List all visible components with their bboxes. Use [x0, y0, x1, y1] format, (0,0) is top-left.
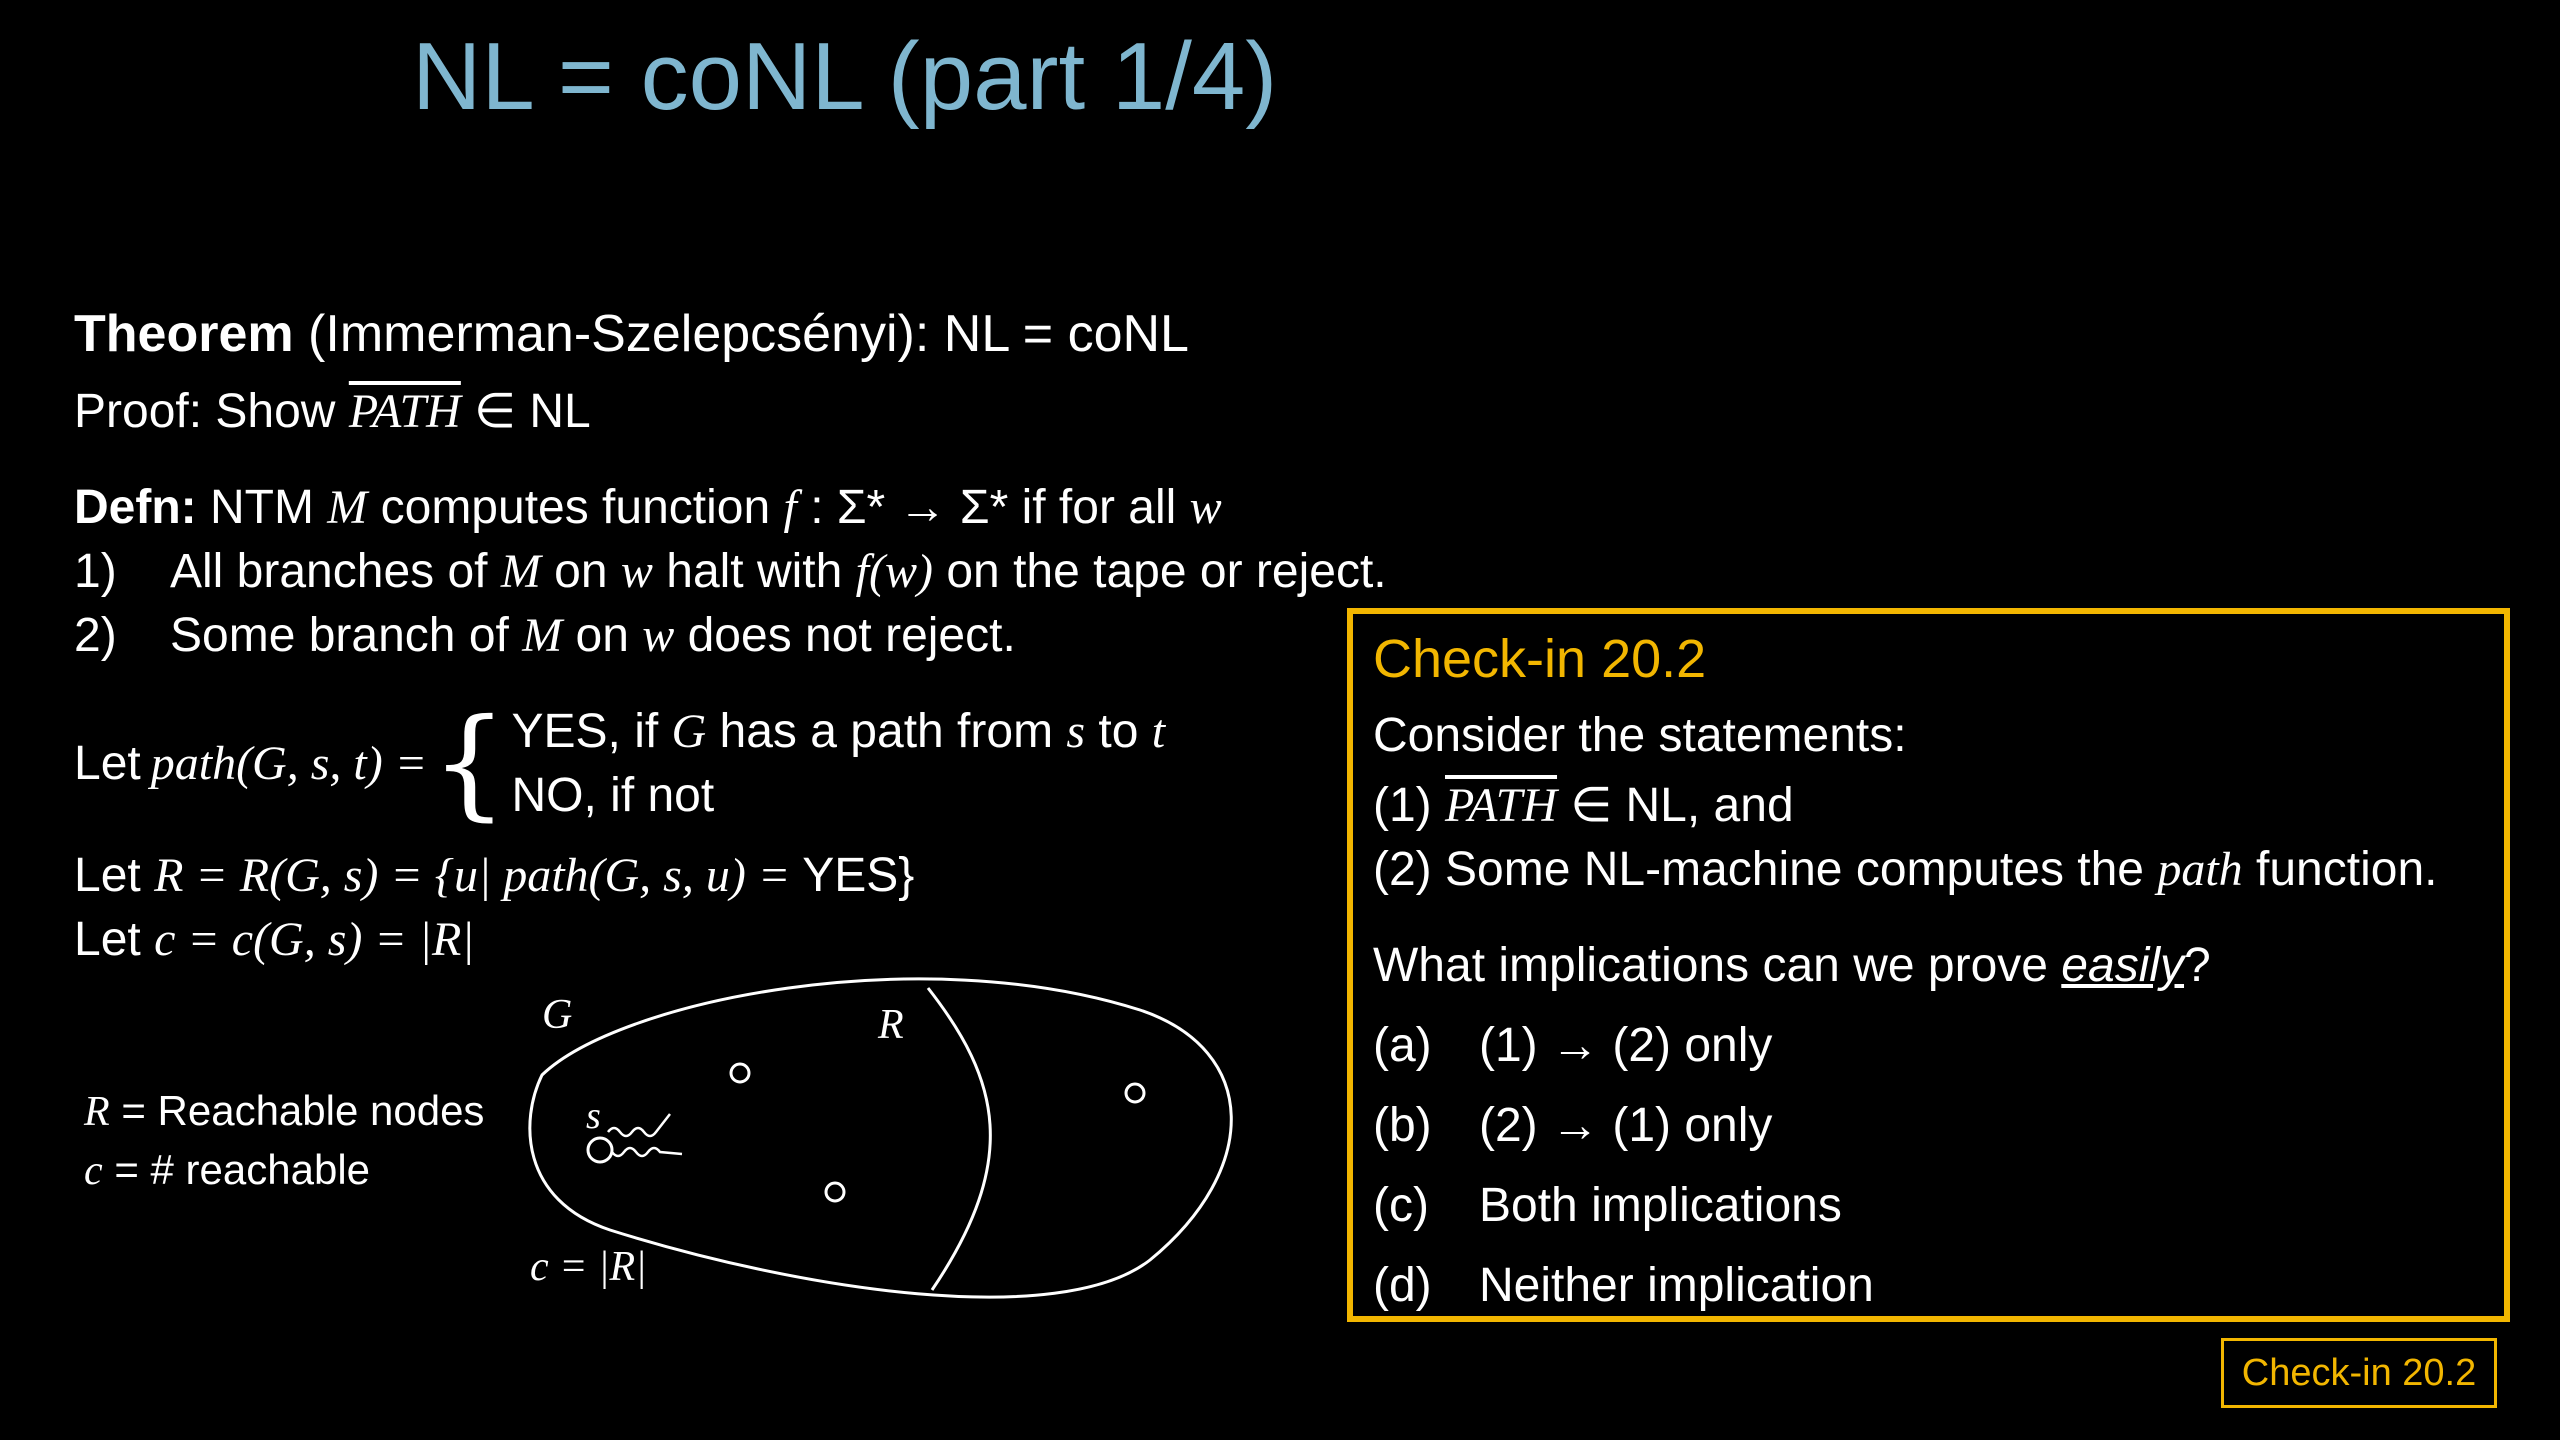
defn-label: Defn: — [74, 481, 197, 534]
legend-R — [84, 1082, 484, 1141]
checkin-question — [1373, 934, 2211, 998]
statement-2 — [1373, 838, 2437, 902]
case-text: to — [1085, 705, 1152, 758]
option-letter: (a) — [1373, 1019, 1432, 1072]
item-text: All branches of — [170, 545, 501, 598]
option-letter: (d) — [1373, 1259, 1432, 1312]
let-c — [74, 908, 474, 972]
defn-line — [74, 476, 1222, 540]
reachable-boundary — [928, 988, 990, 1290]
item-text: Some branch of — [170, 609, 523, 662]
statement-text: Some NL-machine computes the — [1445, 843, 2158, 896]
statement-number: (2) — [1373, 843, 1445, 896]
defn-item-1 — [74, 540, 1387, 604]
question-emphasis: easily — [2061, 939, 2185, 992]
item-text: on — [540, 545, 621, 598]
defn-text: NTM — [196, 481, 328, 534]
statement-number: (1) — [1373, 779, 1445, 832]
node — [731, 1064, 749, 1082]
var-R: R — [84, 1089, 110, 1135]
defn-text: computes function — [367, 481, 784, 534]
option-text: (2) → (1) only — [1479, 1099, 1773, 1152]
defn-text: if for all — [1021, 481, 1190, 534]
option-text: Neither implication — [1479, 1259, 1874, 1312]
proof-prefix: Proof: Show — [74, 385, 349, 438]
let-keyword: Let — [74, 737, 141, 790]
option-letter: (c) — [1373, 1179, 1429, 1232]
legend-text: = Reachable nodes — [109, 1087, 485, 1134]
item-text: halt with — [652, 545, 856, 598]
item-number: 2) — [74, 609, 117, 662]
legend-text: = # reachable — [102, 1146, 371, 1193]
var-M: M — [500, 545, 541, 598]
label-s: s — [586, 1095, 601, 1137]
var-t: t — [1151, 705, 1166, 758]
proof-line — [74, 380, 591, 444]
var-c: c — [84, 1148, 103, 1194]
defn-item-2 — [74, 604, 1016, 668]
var-w: w — [1189, 481, 1222, 534]
case-no — [511, 764, 1165, 828]
diagram-legend — [84, 1082, 484, 1200]
case-text: if not — [596, 769, 715, 822]
proof-suffix: ∈ NL — [460, 385, 591, 438]
theorem-text: (Immerman-Szelepcsényi): NL = coNL — [293, 305, 1189, 363]
reachability-diagram — [500, 960, 1280, 1320]
var-w: w — [642, 609, 675, 662]
path-complement: PATH — [1445, 779, 1558, 832]
label-c-eq: c = |R| — [530, 1244, 647, 1290]
node-s — [588, 1138, 612, 1162]
var-G: G — [671, 705, 707, 758]
node — [1126, 1084, 1144, 1102]
path-function: path — [2157, 843, 2243, 896]
option-d[interactable] — [1373, 1254, 1874, 1318]
case-text: if — [620, 705, 672, 758]
theorem-line — [74, 302, 1189, 366]
expr-fw: f(w) — [855, 545, 933, 598]
let-path — [74, 694, 1166, 833]
option-letter: (b) — [1373, 1099, 1432, 1152]
path-expr: path(G, s, t) = — [150, 737, 428, 790]
case-yes — [511, 700, 1165, 764]
node — [826, 1183, 844, 1201]
legend-c — [84, 1141, 484, 1200]
statement-text: ∈ NL, and — [1557, 779, 1794, 832]
defn-signature: : Σ* → Σ* — [796, 481, 1022, 534]
c-expr: c = c(G, s) = |R| — [154, 913, 475, 966]
var-s: s — [1066, 705, 1086, 758]
path-cases — [511, 700, 1165, 828]
label-G: G — [542, 992, 573, 1038]
squiggle-arrow — [608, 1114, 670, 1136]
var-f: f — [783, 481, 797, 534]
question-text: What implications can we prove — [1373, 939, 2062, 992]
squiggle-arrow — [612, 1148, 682, 1156]
checkin-box — [1347, 608, 2510, 1322]
case-text: has a path from — [706, 705, 1067, 758]
checkin-title: Check-in 20.2 — [1373, 629, 1707, 689]
checkin-intro: Consider the statements: — [1373, 709, 1907, 762]
theorem-label: Theorem — [74, 305, 294, 363]
checkin-badge: Check-in 20.2 — [2221, 1338, 2497, 1408]
case-no-label: NO, — [511, 769, 597, 822]
case-yes-label: YES, — [511, 705, 621, 758]
statement-text: function. — [2242, 843, 2438, 896]
option-c[interactable] — [1373, 1174, 1842, 1238]
question-text: ? — [2184, 939, 2211, 992]
item-number: 1) — [74, 545, 117, 598]
var-w: w — [620, 545, 653, 598]
let-keyword: Let — [74, 849, 155, 902]
let-R — [74, 844, 914, 908]
item-text: does not reject. — [674, 609, 1016, 662]
R-expr: R = R(G, s) = {u| path(G, s, u) = — [154, 849, 803, 902]
path-complement: PATH — [348, 385, 461, 438]
let-keyword: Let — [74, 913, 155, 966]
statement-1 — [1373, 774, 1794, 838]
R-expr-tail: YES} — [802, 849, 915, 902]
label-R: R — [878, 1002, 904, 1048]
item-text: on — [562, 609, 643, 662]
var-M: M — [522, 609, 563, 662]
case-brace-icon: { — [431, 694, 508, 833]
option-b[interactable] — [1373, 1094, 1772, 1158]
option-a[interactable] — [1373, 1014, 1772, 1078]
option-text: (1) → (2) only — [1479, 1019, 1773, 1072]
item-text: on the tape or reject. — [933, 545, 1387, 598]
var-M: M — [327, 481, 368, 534]
slide-title: NL = coNL (part 1/4) — [412, 23, 1278, 130]
option-text: Both implications — [1479, 1179, 1842, 1232]
